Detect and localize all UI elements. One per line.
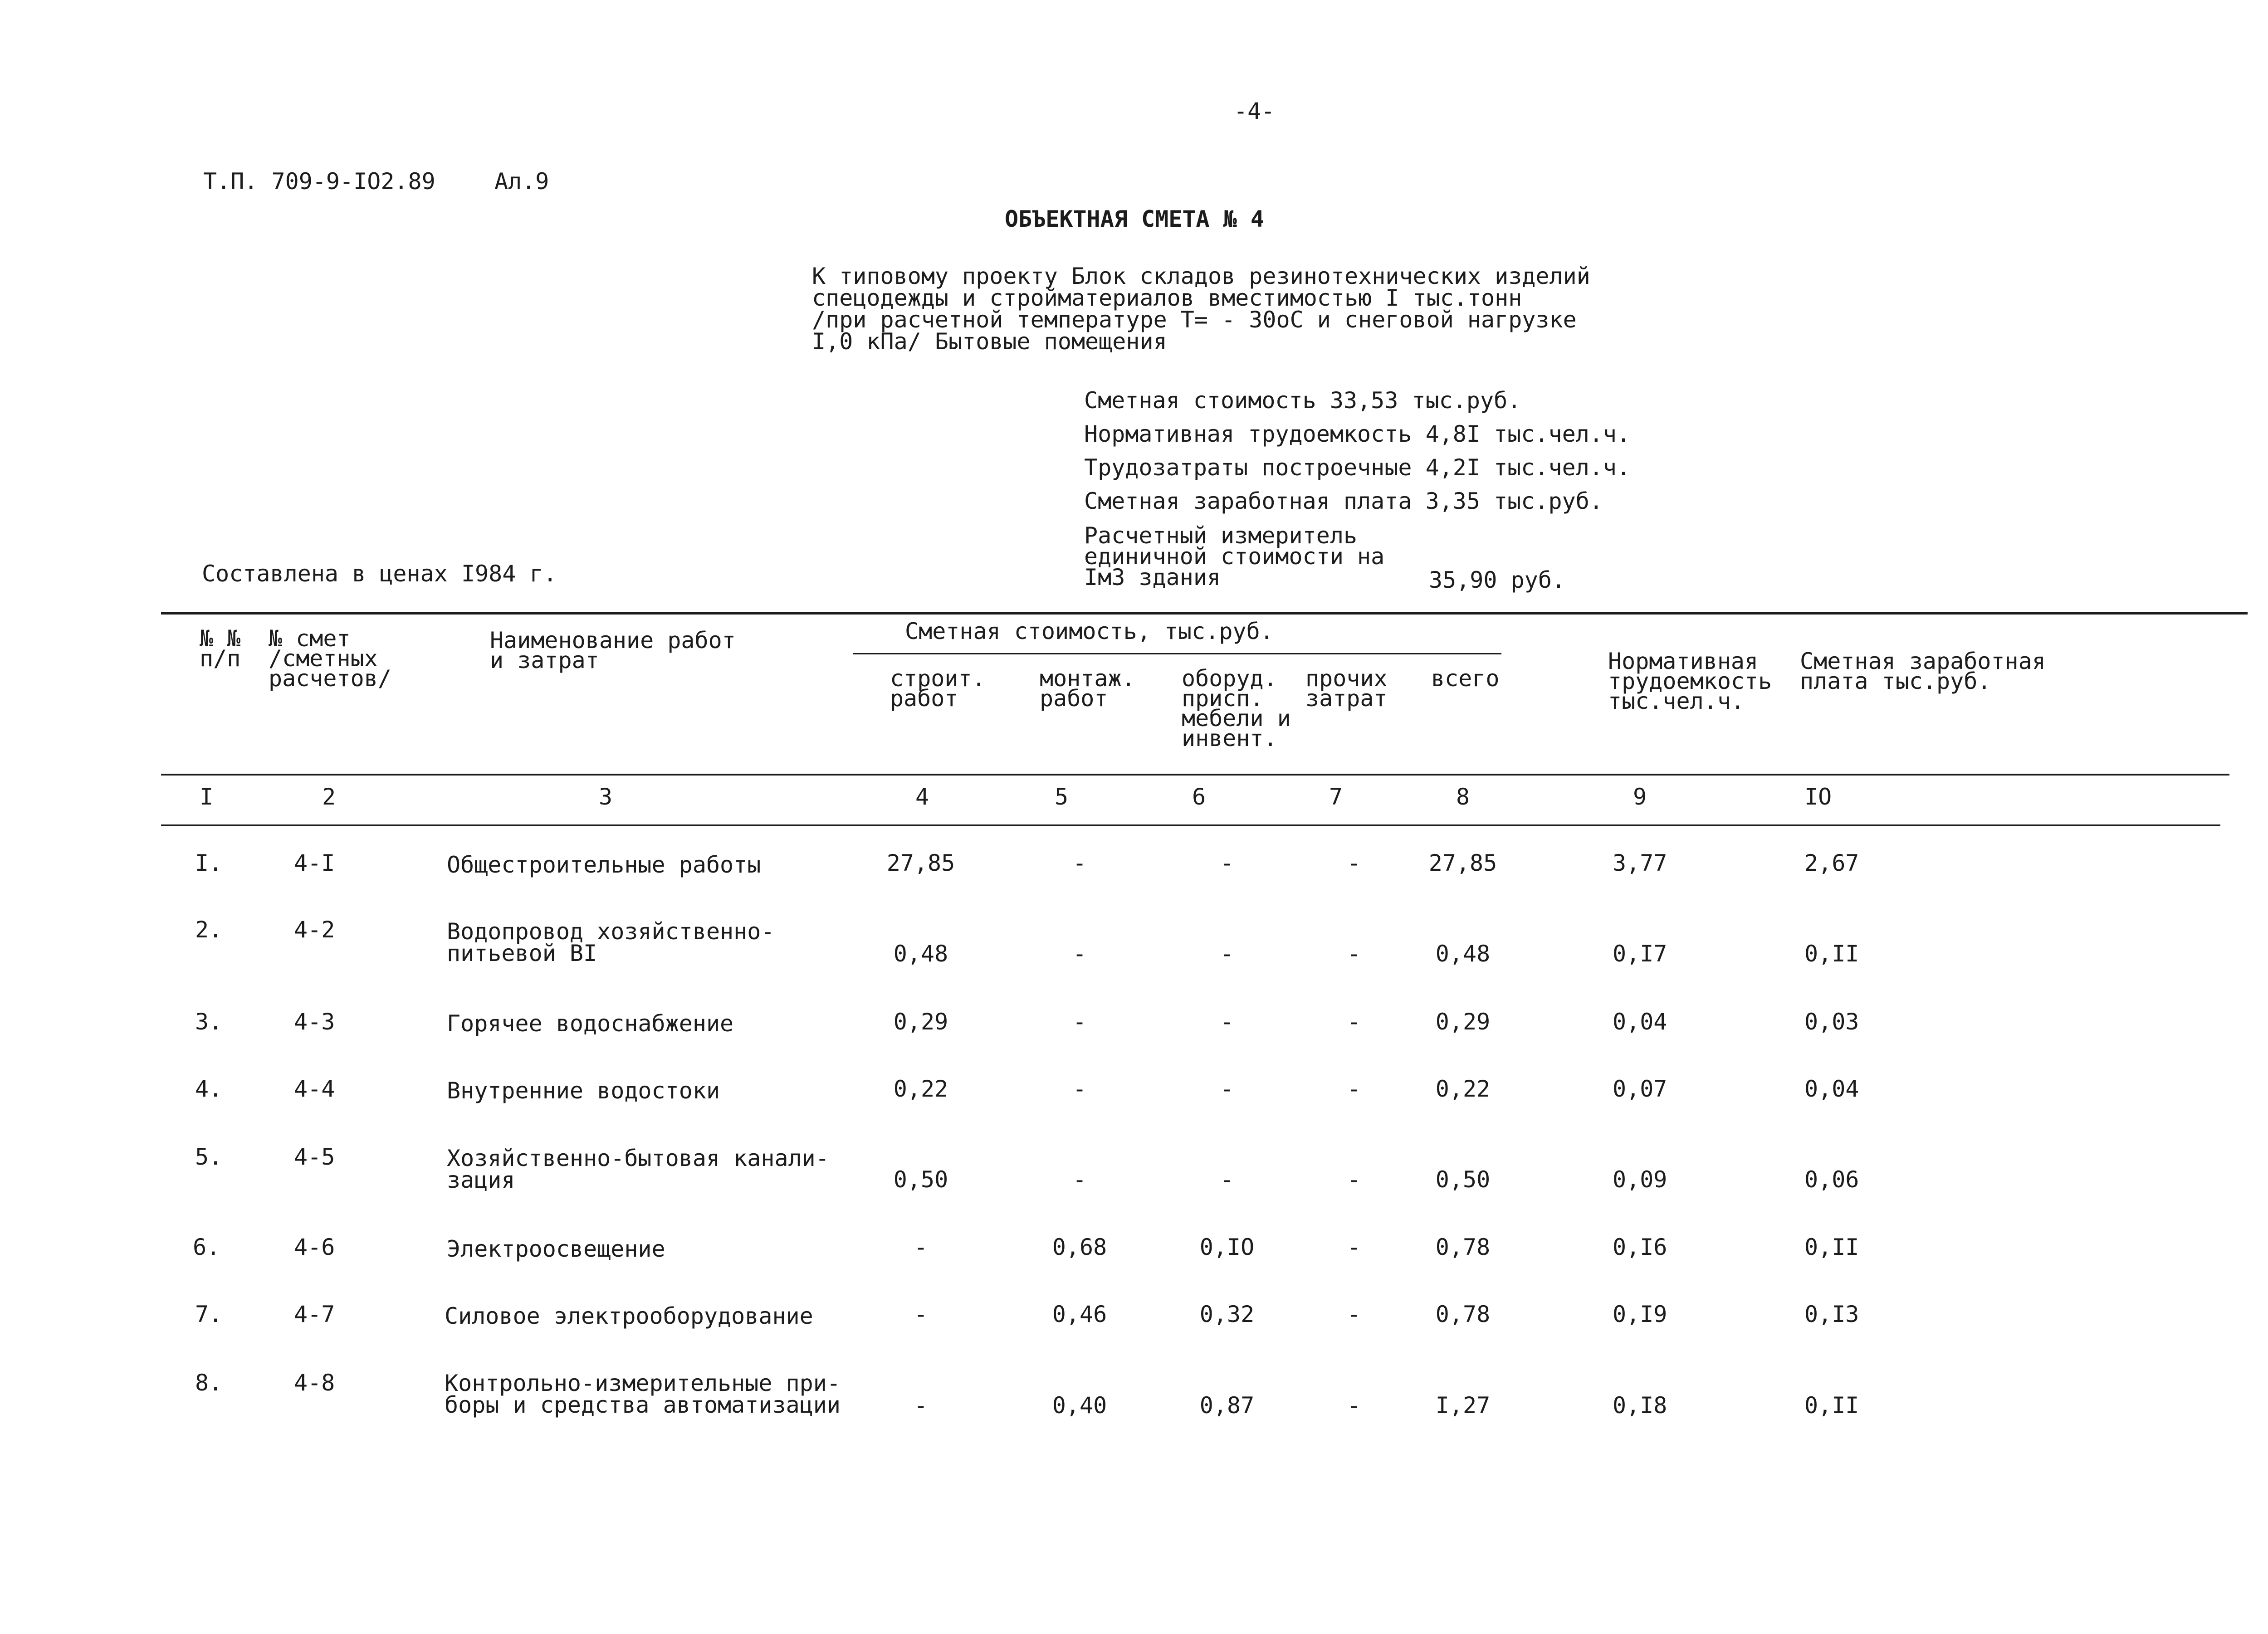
row-other-cost: - — [1347, 1392, 1361, 1419]
row-total-cost: 0,29 — [1435, 1009, 1491, 1035]
column-number: 3 — [598, 784, 613, 810]
table-top-rule — [161, 612, 2248, 615]
row-installation-cost: 0,46 — [1052, 1301, 1107, 1327]
row-number: 4. — [195, 1076, 223, 1102]
row-total-cost: 0,48 — [1435, 941, 1491, 967]
row-total-cost: 0,22 — [1435, 1076, 1491, 1102]
row-labor: 0,07 — [1613, 1076, 1667, 1102]
row-total-cost: I,27 — [1435, 1392, 1491, 1419]
header-cost-group: Сметная стоимость, тыс.руб. — [905, 618, 1274, 644]
row-equipment-cost: - — [1220, 1009, 1234, 1035]
row-installation-cost: - — [1072, 941, 1087, 967]
row-labor: 0,I8 — [1613, 1392, 1667, 1419]
prices-note: Составлена в ценах I984 г. — [202, 561, 557, 587]
header-name: Наименование работ и затрат — [490, 627, 736, 673]
document-title: ОБЪЕКТНАЯ СМЕТА № 4 — [1005, 206, 1264, 232]
row-equipment-cost: - — [1220, 850, 1234, 876]
row-number: 7. — [195, 1301, 223, 1327]
row-total-cost: 27,85 — [1428, 850, 1497, 876]
column-number: IO — [1804, 784, 1832, 810]
row-number: I. — [195, 850, 223, 876]
row-labor: 0,I6 — [1613, 1234, 1667, 1260]
row-equipment-cost: 0,IO — [1199, 1234, 1255, 1260]
row-labor: 0,09 — [1613, 1166, 1667, 1193]
row-construction-cost: - — [914, 1301, 928, 1327]
row-work-name: Водопровод хозяйственно- питьевой BI — [447, 918, 775, 966]
summary-unit-value: 35,90 руб. — [1429, 567, 1566, 593]
row-work-name: Внутренние водостоки — [447, 1078, 720, 1104]
row-number: 6. — [193, 1234, 220, 1260]
row-construction-cost: 0,50 — [893, 1166, 948, 1193]
header-num: № № п/п — [200, 625, 241, 672]
row-estimate-code: 4-I — [294, 850, 335, 876]
row-wages: 0,II — [1804, 1392, 1859, 1419]
row-other-cost: - — [1347, 1234, 1361, 1260]
row-labor: 0,04 — [1613, 1009, 1667, 1035]
row-equipment-cost: - — [1220, 941, 1234, 967]
column-number: 9 — [1633, 784, 1647, 810]
column-number: I — [199, 784, 214, 810]
row-labor: 0,I9 — [1613, 1301, 1667, 1327]
summary-labor-norm: Нормативная трудоемкость 4,8I тыс.чел.ч. — [1084, 421, 1631, 447]
row-construction-cost: - — [914, 1392, 928, 1419]
column-number: 6 — [1192, 784, 1206, 810]
column-number: 5 — [1054, 784, 1069, 810]
row-wages: 0,II — [1804, 941, 1859, 967]
row-wages: 0,03 — [1804, 1009, 1859, 1035]
column-number-rule — [161, 824, 2220, 826]
row-labor: 3,77 — [1613, 850, 1667, 876]
column-number: 7 — [1329, 784, 1343, 810]
row-work-name: Горячее водоснабжение — [447, 1010, 734, 1037]
row-installation-cost: - — [1072, 850, 1087, 876]
row-work-name: Силовое электрооборудование — [445, 1303, 813, 1329]
summary-wages: Сметная заработная плата 3,35 тыс.руб. — [1084, 488, 1603, 514]
row-equipment-cost: - — [1220, 1166, 1234, 1193]
row-estimate-code: 4-2 — [294, 917, 335, 943]
row-total-cost: 0,50 — [1435, 1166, 1491, 1193]
row-construction-cost: 0,48 — [893, 941, 948, 967]
row-equipment-cost: - — [1220, 1076, 1234, 1102]
row-total-cost: 0,78 — [1435, 1234, 1491, 1260]
row-other-cost: - — [1347, 1301, 1361, 1327]
row-wages: 0,04 — [1804, 1076, 1859, 1102]
row-other-cost: - — [1347, 850, 1361, 876]
row-other-cost: - — [1347, 941, 1361, 967]
row-wages: 0,II — [1804, 1234, 1859, 1260]
row-number: 3. — [195, 1009, 223, 1035]
cost-group-rule — [853, 653, 1501, 654]
row-construction-cost: 0,22 — [893, 1076, 948, 1102]
row-equipment-cost: 0,32 — [1199, 1301, 1255, 1327]
row-other-cost: - — [1347, 1009, 1361, 1035]
document-code: Т.П. 709-9-IO2.89 — [203, 168, 435, 195]
summary-labor-site: Трудозатраты построечные 4,2I тыс.чел.ч. — [1084, 454, 1631, 481]
row-estimate-code: 4-6 — [294, 1234, 335, 1260]
header-equipment: оборуд. присп. мебели и инвент. — [1182, 665, 1291, 751]
row-wages: 2,67 — [1804, 850, 1859, 876]
row-construction-cost: - — [914, 1234, 928, 1260]
row-wages: 0,I3 — [1804, 1301, 1859, 1327]
summary-unit-label: Расчетный измеритель единичной стоимости на Iм3 здания — [1084, 522, 1385, 590]
header-total: всего — [1431, 665, 1500, 692]
document-subtitle: К типовому проекту Блок складов резинотехнических изделий спецодежды и стройматериалов вместимостью I тыс.тонн /при расчетной температуре Т= - 30оС и снеговой нагрузке I,0 кПа/ Бытовые помещения — [812, 263, 1590, 355]
row-total-cost: 0,78 — [1435, 1301, 1491, 1327]
header-labor: Нормативная трудоемкость тыс.чел.ч. — [1608, 648, 1772, 714]
row-work-name: Хозяйственно-бытовая канали- зация — [447, 1145, 829, 1193]
column-number: 2 — [322, 784, 336, 810]
header-wages: Сметная заработная плата тыс.руб. — [1800, 648, 2046, 694]
row-wages: 0,06 — [1804, 1166, 1859, 1193]
column-number: 4 — [915, 784, 929, 810]
header-construction: строит. работ — [890, 665, 986, 712]
row-construction-cost: 27,85 — [886, 850, 955, 876]
row-work-name: Электроосвещение — [447, 1236, 665, 1262]
row-installation-cost: - — [1072, 1076, 1087, 1102]
row-estimate-code: 4-8 — [294, 1370, 335, 1396]
row-work-name: Общестроительные работы — [447, 852, 761, 878]
header-installation: монтаж. работ — [1040, 665, 1135, 712]
row-work-name: Контрольно-измерительные при- боры и средства автоматизации — [445, 1370, 841, 1418]
row-number: 5. — [195, 1144, 223, 1170]
page-number: -4- — [1234, 98, 1275, 124]
column-number: 8 — [1456, 784, 1470, 810]
row-installation-cost: - — [1072, 1009, 1087, 1035]
row-estimate-code: 4-7 — [294, 1301, 335, 1327]
header-other: прочих затрат — [1305, 665, 1388, 712]
summary-cost: Сметная стоимость 33,53 тыс.руб. — [1084, 387, 1521, 414]
row-installation-cost: 0,68 — [1052, 1234, 1107, 1260]
row-estimate-code: 4-5 — [294, 1144, 335, 1170]
row-other-cost: - — [1347, 1076, 1361, 1102]
row-installation-cost: 0,40 — [1052, 1392, 1107, 1419]
row-number: 8. — [195, 1370, 223, 1396]
row-other-cost: - — [1347, 1166, 1361, 1193]
row-estimate-code: 4-3 — [294, 1009, 335, 1035]
row-number: 2. — [195, 917, 223, 943]
header-estimate: № смет /сметных расчетов/ — [269, 625, 391, 692]
header-bottom-rule — [161, 774, 2229, 776]
row-construction-cost: 0,29 — [893, 1009, 948, 1035]
row-estimate-code: 4-4 — [294, 1076, 335, 1102]
row-labor: 0,I7 — [1613, 941, 1667, 967]
row-installation-cost: - — [1072, 1166, 1087, 1193]
sheet-label: Ал.9 — [494, 168, 549, 195]
row-equipment-cost: 0,87 — [1199, 1392, 1255, 1419]
